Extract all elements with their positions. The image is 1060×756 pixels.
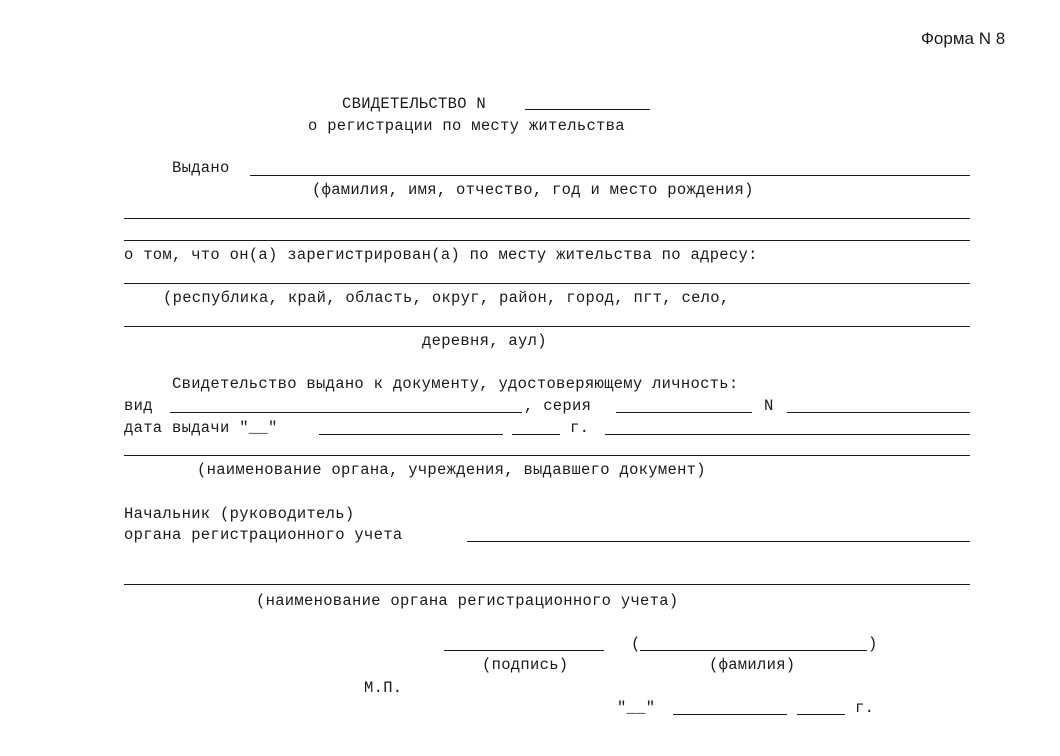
- document-number-label: N: [764, 397, 774, 415]
- surname-open-paren: (: [631, 635, 641, 653]
- head-name-field[interactable]: [467, 541, 970, 542]
- form-number-label: Форма N 8: [921, 29, 1006, 48]
- document-number-field[interactable]: [787, 412, 970, 413]
- signature-hint: (подпись): [482, 656, 569, 674]
- head-title-line-2: органа регистрационного учета: [124, 526, 403, 544]
- stamp-label: М.П.: [364, 679, 403, 697]
- registration-statement: о том, что он(а) зарегистрирован(а) по месту жительства по адресу:: [124, 246, 758, 264]
- issued-hint: (фамилия, имя, отчество, год и место рождения): [312, 181, 754, 199]
- surname-field[interactable]: [640, 650, 867, 651]
- sign-year-label: г.: [855, 699, 875, 717]
- sign-year-field[interactable]: [797, 714, 845, 715]
- issuer-hint: (наименование органа, учреждения, выдавшего документ): [197, 461, 706, 479]
- issuer-field-line-1[interactable]: [605, 434, 970, 435]
- registration-org-field[interactable]: [124, 584, 970, 585]
- document-type-label: вид: [124, 397, 153, 415]
- issued-to-field-line-2[interactable]: [124, 218, 970, 219]
- address-field-line-2[interactable]: [124, 326, 970, 327]
- document-series-field[interactable]: [616, 412, 752, 413]
- certificate-title: СВИДЕТЕЛЬСТВО N: [342, 95, 487, 113]
- issuer-field-line-2[interactable]: [124, 455, 970, 456]
- certificate-subtitle: о регистрации по месту жительства: [308, 117, 625, 135]
- registration-org-hint: (наименование органа регистрационного учета): [256, 592, 679, 610]
- surname-hint: (фамилия): [709, 656, 796, 674]
- document-series-label: , серия: [524, 397, 592, 415]
- issued-to-field[interactable]: [250, 175, 970, 176]
- address-field-line-1[interactable]: [124, 283, 970, 284]
- issue-year-field[interactable]: [512, 434, 560, 435]
- issue-year-label: г.: [570, 419, 590, 437]
- address-hint-2: деревня, аул): [422, 332, 547, 350]
- sign-month-field[interactable]: [673, 714, 787, 715]
- issue-month-field[interactable]: [319, 434, 503, 435]
- address-hint-1: (республика, край, область, округ, район, город, пгт, село,: [163, 289, 730, 307]
- head-title-line-1: Начальник (руководитель): [124, 505, 355, 523]
- issue-date-label: дата выдачи "__": [124, 419, 278, 437]
- document-type-field[interactable]: [170, 412, 522, 413]
- signature-field[interactable]: [444, 650, 604, 651]
- certificate-number-field[interactable]: [525, 109, 650, 110]
- issued-label: Выдано: [172, 159, 230, 177]
- surname-close-paren: ): [868, 635, 878, 653]
- issued-to-field-line-3[interactable]: [124, 240, 970, 241]
- sign-date-day: "__": [617, 699, 656, 717]
- document-intro: Свидетельство выдано к документу, удостоверяющему личность:: [172, 375, 739, 393]
